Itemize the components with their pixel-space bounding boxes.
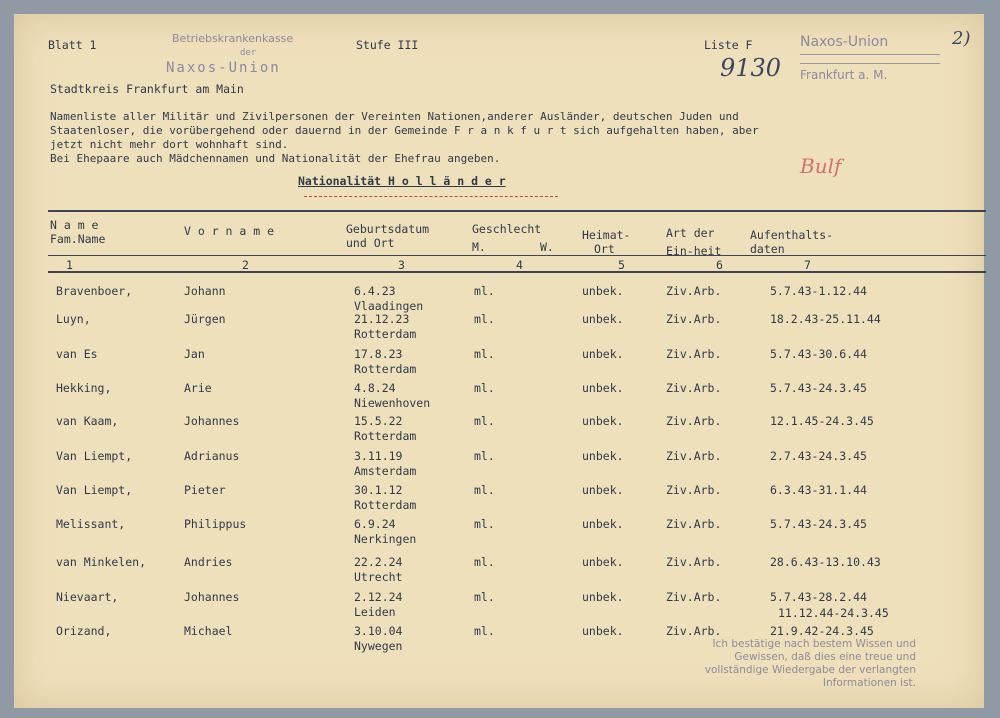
- cell-ort: Leiden: [354, 605, 396, 619]
- cell-heimat: unbek.: [582, 555, 624, 569]
- cell-dates: 5.7.43-1.12.44: [770, 284, 867, 298]
- cell-sex: ml.: [474, 555, 495, 569]
- cell-datum: 2.12.24: [354, 590, 403, 604]
- cell-sex: ml.: [474, 449, 495, 463]
- cell-heimat: unbek.: [582, 414, 624, 428]
- cell-name: Bravenboer,: [56, 284, 133, 298]
- cell-name: Van Liempt,: [56, 483, 133, 497]
- cell-datum: 30.1.12: [354, 483, 403, 497]
- cell-vorname: Arie: [184, 381, 212, 395]
- col-num-3: 3: [398, 258, 405, 272]
- col-num-7: 7: [804, 258, 811, 272]
- stamp-left-line1: Betriebskrankenkasse: [172, 32, 294, 45]
- cell-name: Hekking,: [56, 381, 112, 395]
- cell-art: Ziv.Arb.: [666, 284, 722, 298]
- intro-line3: jetzt nicht mehr dort wohnhaft sind.: [50, 138, 289, 151]
- cell-datum: 4.8.24: [354, 381, 396, 395]
- red-underline: [304, 196, 558, 197]
- header-rule: [48, 255, 986, 256]
- stamp-left-line2: der: [240, 48, 257, 58]
- col-num-5: 5: [618, 258, 625, 272]
- cell-vorname: Johannes: [184, 590, 240, 604]
- cell-art: Ziv.Arb.: [666, 624, 722, 638]
- cell-dates: 18.2.43-25.11.44: [770, 312, 881, 326]
- sheet-number: Blatt 1: [48, 38, 97, 52]
- cell-heimat: unbek.: [582, 284, 624, 298]
- cell-art: Ziv.Arb.: [666, 517, 722, 531]
- cell-vorname: Michael: [184, 624, 233, 638]
- cell-dates: 5.7.43-28.2.44: [770, 590, 867, 604]
- col-name-2: Fam.Name: [50, 232, 106, 246]
- document-card: [14, 14, 984, 708]
- cell-datum: 3.11.19: [354, 449, 403, 463]
- cell-name: Luyn,: [56, 312, 91, 326]
- cell-dates: 5.7.43-30.6.44: [770, 347, 867, 361]
- col-name-1: N a m e: [50, 218, 99, 232]
- cell-ort: Rotterdam: [354, 429, 417, 443]
- cell-datum: 17.8.23: [354, 347, 403, 361]
- cell-ort: Nywegen: [354, 639, 403, 653]
- cell-name: Melissant,: [56, 517, 126, 531]
- cell-art: Ziv.Arb.: [666, 381, 722, 395]
- cell-name: van Kaam,: [56, 414, 119, 428]
- corner-mark: 2): [952, 28, 971, 49]
- cell-sex: ml.: [474, 624, 495, 638]
- cell-vorname: Andries: [184, 555, 233, 569]
- stamp-left-line3: Naxos-Union: [166, 60, 281, 76]
- cell-ort: Vlaadingen: [354, 299, 424, 313]
- cell-art: Ziv.Arb.: [666, 312, 722, 326]
- col-aufenthalt-1: Aufenthalts-: [750, 228, 834, 242]
- cell-name: van Es: [56, 347, 98, 361]
- col-num-1: 1: [66, 258, 73, 272]
- cell-ort: Rotterdam: [354, 362, 417, 376]
- cell-ort: Utrecht: [354, 570, 403, 584]
- cell-sex: ml.: [474, 347, 495, 361]
- stamp-right-line1: Naxos-Union: [800, 34, 889, 50]
- col-w: W.: [540, 240, 554, 254]
- handwritten-number: 9130: [720, 54, 782, 82]
- cell-art: Ziv.Arb.: [666, 555, 722, 569]
- col-heimat-2: Ort: [594, 242, 615, 256]
- cell-art: Ziv.Arb.: [666, 483, 722, 497]
- cell-dates: 21.9.42-24.3.45: [770, 624, 874, 638]
- cell-dates: 28.6.43-13.10.43: [770, 555, 881, 569]
- liste-label: Liste F: [704, 38, 753, 52]
- cell-heimat: unbek.: [582, 381, 624, 395]
- cell-heimat: unbek.: [582, 517, 624, 531]
- stamp-right-line2: Frankfurt a. M.: [800, 68, 888, 82]
- cell-sex: ml.: [474, 590, 495, 604]
- cell-ort: Rotterdam: [354, 498, 417, 512]
- cell-ort: Rotterdam: [354, 327, 417, 341]
- cell-vorname: Jürgen: [184, 312, 226, 326]
- cell-vorname: Pieter: [184, 483, 226, 497]
- cell-vorname: Johann: [184, 284, 226, 298]
- cell-art: Ziv.Arb.: [666, 449, 722, 463]
- cell-heimat: unbek.: [582, 483, 624, 497]
- cell-sex: ml.: [474, 381, 495, 395]
- cell-vorname: Jan: [184, 347, 205, 361]
- table-top-rule: [48, 210, 986, 212]
- nationality-title: Nationalität H o l l ä n d e r: [298, 174, 506, 188]
- cell-dates: 6.3.43-31.1.44: [770, 483, 867, 497]
- cell-heimat: unbek.: [582, 624, 624, 638]
- cell-art: Ziv.Arb.: [666, 590, 722, 604]
- cell-ort: Nerkingen: [354, 532, 417, 546]
- cell-heimat: unbek.: [582, 449, 624, 463]
- col-num-4: 4: [516, 258, 523, 272]
- col-art-2: Ein-heit: [666, 244, 722, 258]
- col-art-1: Art der: [666, 226, 715, 240]
- col-vorname: V o r n a m e: [184, 224, 275, 238]
- cell-vorname: Johannes: [184, 414, 240, 428]
- cell-datum: 22.2.24: [354, 555, 403, 569]
- cell-sex: ml.: [474, 284, 495, 298]
- cell-ort: Amsterdam: [354, 464, 417, 478]
- cell-heimat: unbek.: [582, 347, 624, 361]
- cell-art: Ziv.Arb.: [666, 414, 722, 428]
- cell-heimat: unbek.: [582, 590, 624, 604]
- intro-line2: Staatenloser, die vorübergehend oder dauernd in der Gemeinde F r a n k f u r t sich aufgehalten haben, aber: [50, 124, 759, 137]
- cell-ort: Niewenhoven: [354, 396, 431, 410]
- cell-datum: 6.9.24: [354, 517, 396, 531]
- cell-sex: ml.: [474, 312, 495, 326]
- cell-name: Orizand,: [56, 624, 112, 638]
- col-geburt-1: Geburtsdatum: [346, 222, 430, 236]
- col-geschlecht: Geschlecht: [472, 222, 542, 236]
- cell-sex: ml.: [474, 483, 495, 497]
- col-num-2: 2: [242, 258, 249, 272]
- cell-dates: 5.7.43-24.3.45: [770, 517, 867, 531]
- cell-name: Van Liempt,: [56, 449, 133, 463]
- cell-datum: 21.12.23: [354, 312, 410, 326]
- cell-datum: 6.4.23: [354, 284, 396, 298]
- cell-vorname: Adrianus: [184, 449, 240, 463]
- cell-sex: ml.: [474, 517, 495, 531]
- stufe-label: Stufe III: [356, 38, 419, 52]
- cell-dates: 12.1.45-24.3.45: [770, 414, 874, 428]
- stamp-right-lines: [800, 54, 940, 64]
- cell-heimat: unbek.: [582, 312, 624, 326]
- cell-art: Ziv.Arb.: [666, 347, 722, 361]
- cell-datum: 15.5.22: [354, 414, 403, 428]
- cell-dates-2: 11.12.44-24.3.45: [778, 606, 889, 620]
- red-pencil-mark: Bulf: [800, 154, 842, 178]
- col-geburt-2: und Ort: [346, 236, 395, 250]
- col-m: M.: [472, 240, 486, 254]
- cell-name: Nievaart,: [56, 590, 119, 604]
- col-heimat-1: Heimat-: [582, 228, 631, 242]
- cell-vorname: Philippus: [184, 517, 247, 531]
- col-aufenthalt-2: daten: [750, 242, 785, 256]
- cell-sex: ml.: [474, 414, 495, 428]
- certification-stamp: Ich bestätige nach bestem Wissen und Gewissen, daß dies eine treue und vollständige Wiedergabe der verlangten Informationen ist.: [704, 638, 916, 689]
- cell-name: van Minkelen,: [56, 555, 147, 569]
- intro-line1: Namenliste aller Militär und Zivilpersonen der Vereinten Nationen,anderer Ausländer, deutschen Juden und: [50, 110, 739, 123]
- stadtkreis-line: Stadtkreis Frankfurt am Main: [50, 82, 244, 96]
- cell-datum: 3.10.04: [354, 624, 403, 638]
- intro-line4: Bei Ehepaare auch Mädchennamen und Nationalität der Ehefrau angeben.: [50, 152, 501, 165]
- cell-dates: 2.7.43-24.3.45: [770, 449, 867, 463]
- col-num-6: 6: [716, 258, 723, 272]
- cell-dates: 5.7.43-24.3.45: [770, 381, 867, 395]
